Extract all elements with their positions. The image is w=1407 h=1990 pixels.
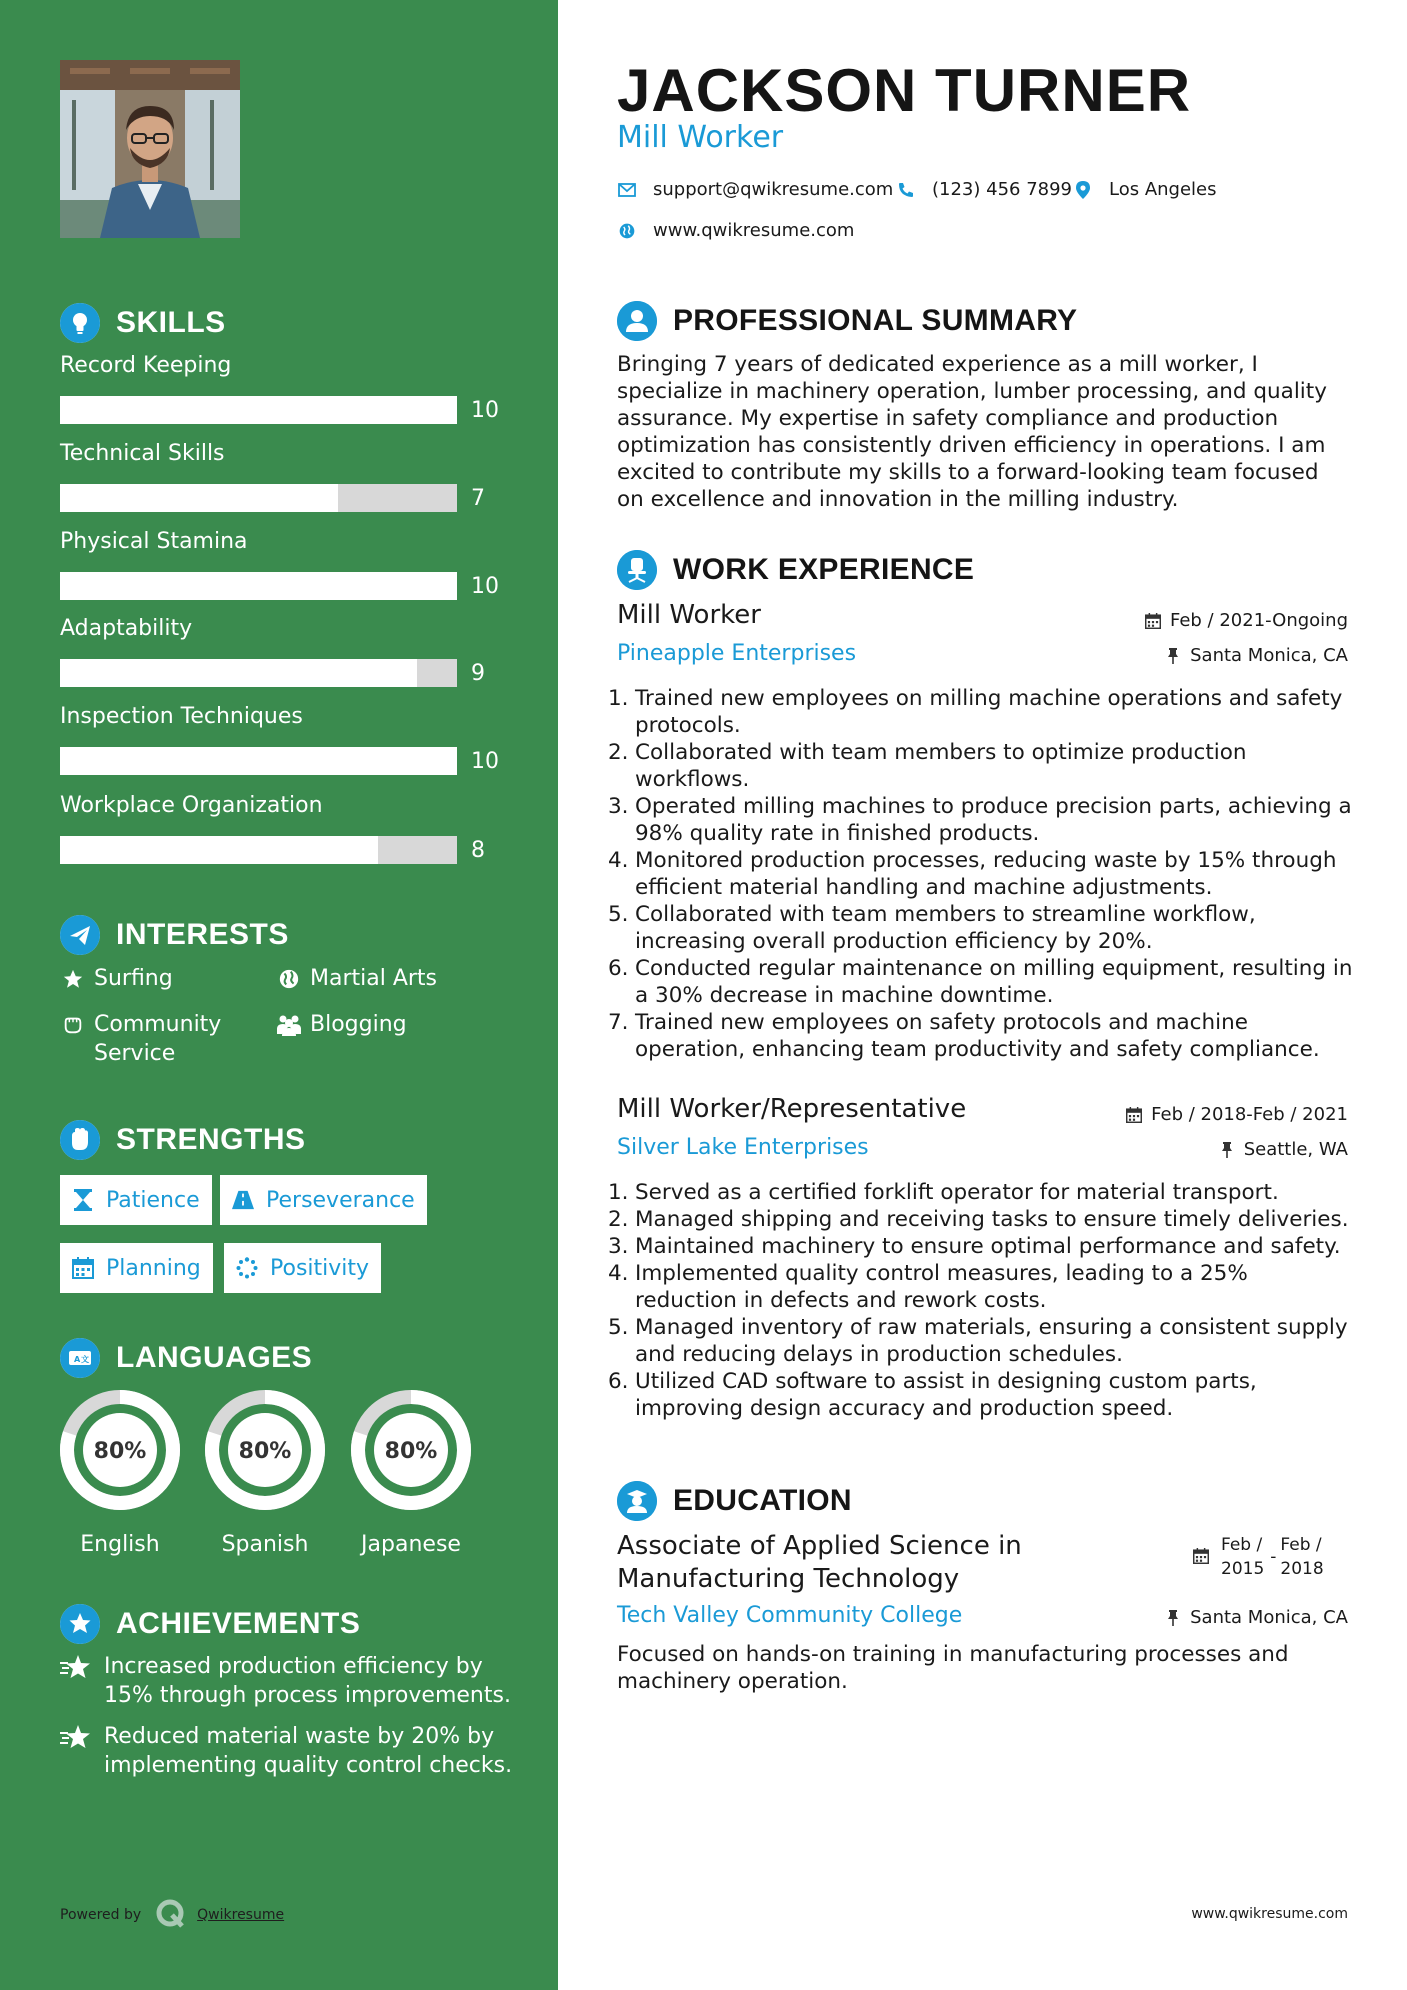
- duty-number: 1.: [608, 686, 629, 711]
- skill-value: 10: [471, 573, 499, 599]
- pushpin-icon: [1164, 647, 1182, 665]
- language-name: Japanese: [361, 1532, 461, 1557]
- duty-number: 2.: [608, 740, 629, 765]
- calendar-icon: [1193, 1533, 1213, 1581]
- job-dates: [1125, 1104, 1348, 1125]
- duty-item: [608, 1233, 1353, 1260]
- office-chair-icon: [617, 550, 657, 590]
- candidate-name: JACKSON TURNER: [617, 57, 1192, 124]
- job-dates-text: Feb / 2021-Ongoing: [1169, 610, 1348, 631]
- education-start-year: 2015: [1221, 1559, 1265, 1579]
- phone-icon: [896, 180, 916, 200]
- duty-item: [608, 847, 1353, 901]
- duty-number: 1.: [608, 1180, 629, 1205]
- education-end-month: Feb /: [1280, 1535, 1322, 1555]
- graduate-icon: [617, 1481, 657, 1521]
- skill-item: [60, 791, 500, 865]
- contact-location: [1073, 179, 1217, 200]
- duty-item: [608, 793, 1353, 847]
- achievement-text: Increased production efficiency by 15% through process improvements.: [104, 1654, 511, 1708]
- skill-item: [60, 527, 500, 601]
- language-item: [58, 1388, 182, 1557]
- language-ring: [58, 1388, 182, 1512]
- skills-title: SKILLS: [116, 306, 226, 339]
- experience-heading: [617, 550, 974, 590]
- duty-item: [608, 1260, 1353, 1314]
- interests-heading: [60, 915, 289, 955]
- duty-number: 3.: [608, 794, 629, 819]
- achievements-title: ACHIEVEMENTS: [116, 1607, 361, 1640]
- duty-text: Monitored production processes, reducing waste by 15% through efficient material handling and machine adjustments.: [635, 848, 1337, 900]
- skill-item: [60, 614, 500, 688]
- candidate-role: Mill Worker: [617, 120, 784, 155]
- calendar-icon: [1144, 612, 1162, 630]
- duty-item: [608, 685, 1353, 739]
- people-icon: [276, 1010, 302, 1039]
- qwikresume-link[interactable]: Qwikresume: [197, 1907, 285, 1923]
- duty-text: Managed shipping and receiving tasks to ensure timely deliveries.: [635, 1207, 1349, 1232]
- experience-title: WORK EXPERIENCE: [673, 553, 975, 586]
- award-icon: [60, 1604, 100, 1644]
- duty-item: [608, 1206, 1353, 1233]
- profile-photo: [60, 60, 240, 238]
- job-duties-list: [608, 685, 1353, 1063]
- skill-row: [60, 571, 500, 601]
- language-percent: 80%: [384, 1439, 438, 1464]
- sidebar: [0, 0, 558, 1990]
- interest-label: Surfing: [94, 966, 173, 991]
- duty-number: 6.: [608, 956, 629, 981]
- job-dates-text: Feb / 2018-Feb / 2021: [1151, 1104, 1348, 1125]
- strength-label: Planning: [106, 1255, 201, 1281]
- qwikresume-logo-icon: [155, 1898, 185, 1932]
- envelope-icon: [617, 180, 637, 200]
- language-ring: [349, 1388, 473, 1512]
- road-icon: [232, 1189, 254, 1211]
- calendar-icon: [1125, 1106, 1143, 1124]
- duty-number: 5.: [608, 1315, 629, 1340]
- duty-text: Collaborated with team members to optimize production workflows.: [635, 740, 1247, 792]
- education-location: [1164, 1607, 1348, 1628]
- skill-row: [60, 395, 500, 425]
- achievement-item: [60, 1722, 520, 1780]
- interest-label: Blogging: [310, 1012, 407, 1037]
- languages-heading: [60, 1338, 312, 1378]
- skill-item: [60, 439, 500, 513]
- job-title: Mill Worker/Representative: [617, 1094, 967, 1124]
- job-location: [1164, 645, 1348, 666]
- duty-text: Managed inventory of raw materials, ensuring a consistent supply and reducing delays in production schedules.: [635, 1315, 1348, 1367]
- education-end: [1280, 1533, 1323, 1581]
- skill-bar-track: [60, 396, 457, 424]
- skill-bar-track: [60, 572, 457, 600]
- duty-number: 6.: [608, 1369, 629, 1394]
- job-duties-list: [608, 1179, 1353, 1422]
- education-title: EDUCATION: [673, 1484, 852, 1517]
- interest-item: [276, 964, 437, 993]
- spinner-icon: [236, 1257, 258, 1279]
- lightbulb-icon: [60, 303, 100, 343]
- skill-bar-track: [60, 659, 457, 687]
- hourglass-icon: [72, 1189, 94, 1211]
- duty-text: Trained new employees on safety protocols and machine operation, enhancing team productivity and safety compliance.: [635, 1010, 1320, 1062]
- education-heading: [617, 1481, 852, 1521]
- globe-icon: [276, 964, 302, 993]
- job-location-text: Santa Monica, CA: [1190, 645, 1348, 666]
- skill-row: [60, 658, 500, 688]
- strength-tag: [220, 1175, 427, 1225]
- award-star-icon: [60, 1722, 94, 1780]
- paper-plane-icon: [60, 915, 100, 955]
- skill-row: [60, 746, 500, 776]
- duty-item: [608, 1009, 1353, 1063]
- strengths-title: STRENGTHS: [116, 1123, 306, 1156]
- powered-label: Powered by: [60, 1907, 142, 1923]
- duty-item: [608, 901, 1353, 955]
- contact-phone: [896, 179, 1072, 200]
- skill-row: [60, 835, 500, 865]
- phone-text[interactable]: (123) 456 7899: [932, 179, 1073, 200]
- award-star-icon: [60, 1652, 94, 1710]
- language-name: Spanish: [221, 1532, 309, 1557]
- education-school: Tech Valley Community College: [617, 1603, 963, 1628]
- language-item: [349, 1388, 473, 1557]
- strength-tag: [224, 1243, 381, 1293]
- language-percent: 80%: [238, 1439, 292, 1464]
- skill-label: Workplace Organization: [60, 793, 323, 818]
- contact-email: [617, 179, 893, 200]
- skill-value: 8: [471, 837, 485, 863]
- star-icon: [60, 964, 86, 993]
- interests-title: INTERESTS: [116, 918, 289, 951]
- duty-item: [608, 1314, 1353, 1368]
- skill-item: [60, 351, 500, 425]
- education-degree: Associate of Applied Science in Manufacturing Technology: [617, 1531, 1022, 1594]
- languages-title: LANGUAGES: [116, 1341, 313, 1374]
- education-location-text: Santa Monica, CA: [1190, 1607, 1348, 1628]
- achievement-item: [60, 1652, 520, 1710]
- duty-item: [608, 739, 1353, 793]
- duty-text: Conducted regular maintenance on milling equipment, resulting in a 30% decrease in machine downtime.: [635, 956, 1353, 1008]
- language-ring: [203, 1388, 327, 1512]
- skill-bar-fill: [60, 747, 457, 775]
- summary-heading: [617, 301, 1077, 341]
- globe-icon: [617, 221, 637, 241]
- duty-text: Trained new employees on milling machine operations and safety protocols.: [635, 686, 1343, 738]
- duty-number: 4.: [608, 848, 629, 873]
- skill-value: 10: [471, 748, 499, 774]
- hand-icon: [60, 1010, 86, 1039]
- duty-text: Maintained machinery to ensure optimal performance and safety.: [635, 1234, 1341, 1259]
- duty-number: 7.: [608, 1010, 629, 1035]
- skill-label: Inspection Techniques: [60, 704, 303, 729]
- education-start-month: Feb /: [1221, 1535, 1263, 1555]
- language-name: English: [80, 1532, 160, 1557]
- duty-text: Served as a certified forklift operator for material transport.: [635, 1180, 1279, 1205]
- duty-text: Utilized CAD software to assist in designing custom parts, improving design accuracy and production speed.: [635, 1369, 1257, 1421]
- strengths-heading: [60, 1120, 306, 1160]
- skill-bar-track: [60, 747, 457, 775]
- skill-bar-fill: [60, 484, 338, 512]
- job-company: Pineapple Enterprises: [617, 641, 857, 666]
- strength-label: Patience: [106, 1187, 200, 1213]
- strength-tag: [60, 1175, 212, 1225]
- duty-number: 4.: [608, 1261, 629, 1286]
- summary-title: PROFESSIONAL SUMMARY: [673, 304, 1078, 337]
- skill-label: Physical Stamina: [60, 529, 248, 554]
- duty-item: [608, 1179, 1353, 1206]
- duty-item: [608, 1368, 1353, 1422]
- interest-label: Community Service: [94, 1012, 222, 1066]
- interest-item: [276, 1010, 407, 1039]
- pushpin-icon: [1218, 1141, 1236, 1159]
- skill-bar-fill: [60, 396, 457, 424]
- strength-label: Perseverance: [266, 1187, 415, 1213]
- achievements-heading: [60, 1604, 360, 1644]
- skill-row: [60, 483, 500, 513]
- contact-website: [617, 220, 854, 241]
- skill-bar-fill: [60, 572, 457, 600]
- footer-url[interactable]: www.qwikresume.com: [1191, 1906, 1348, 1922]
- interest-item: [60, 1010, 260, 1068]
- skill-bar-track: [60, 836, 457, 864]
- location-text: Los Angeles: [1109, 179, 1217, 200]
- job-title: Mill Worker: [617, 600, 761, 630]
- job-company: Silver Lake Enterprises: [617, 1135, 869, 1160]
- skill-bar-fill: [60, 836, 378, 864]
- skill-label: Adaptability: [60, 616, 193, 641]
- education-dates: [1193, 1533, 1324, 1581]
- education-description: Focused on hands-on training in manufacturing processes and machinery operation.: [617, 1642, 1289, 1694]
- skill-item: [60, 702, 500, 776]
- skills-heading: [60, 303, 226, 343]
- calendar-icon: [72, 1257, 94, 1279]
- summary-text: Bringing 7 years of dedicated experience as a mill worker, I specialize in machinery operation, lumber processing, and quality assurance. My expertise in safety compliance and production optimization has consistently driven efficiency in operations. I am excited to contribute my skills to a forward-looking team focused on excellence and innovation in the milling industry.: [617, 352, 1327, 512]
- powered-by: [60, 1898, 284, 1932]
- language-icon: [60, 1338, 100, 1378]
- website-text[interactable]: www.qwikresume.com: [653, 220, 855, 241]
- map-pin-icon: [1073, 180, 1093, 200]
- job-dates: [1144, 610, 1348, 631]
- achievement-text: Reduced material waste by 20% by implementing quality control checks.: [104, 1724, 513, 1778]
- skill-bar-fill: [60, 659, 417, 687]
- skill-label: Technical Skills: [60, 441, 225, 466]
- job-location: [1218, 1139, 1348, 1160]
- email-text[interactable]: support@qwikresume.com: [653, 179, 894, 200]
- duty-number: 5.: [608, 902, 629, 927]
- skill-value: 10: [471, 397, 499, 423]
- language-item: [203, 1388, 327, 1557]
- job-location-text: Seattle, WA: [1243, 1139, 1348, 1160]
- skill-label: Record Keeping: [60, 353, 232, 378]
- svg-text:文: 文: [81, 1355, 89, 1364]
- skill-bar-track: [60, 484, 457, 512]
- duty-item: [608, 955, 1353, 1009]
- education-end-year: 2018: [1280, 1559, 1324, 1579]
- duty-text: Collaborated with team members to streamline workflow, increasing overall production efficiency by 20%.: [635, 902, 1256, 954]
- education-start: [1221, 1533, 1264, 1581]
- duty-number: 3.: [608, 1234, 629, 1259]
- strength-label: Positivity: [270, 1255, 370, 1281]
- skill-value: 7: [471, 485, 485, 511]
- strength-tag: [60, 1243, 213, 1293]
- pushpin-icon: [1164, 1609, 1182, 1627]
- skill-value: 9: [471, 660, 485, 686]
- interest-label: Martial Arts: [310, 966, 438, 991]
- svg-text:A: A: [74, 1355, 81, 1364]
- interest-item: [60, 964, 173, 993]
- duty-text: Operated milling machines to produce precision parts, achieving a 98% quality rate in finished products.: [635, 794, 1352, 846]
- user-icon: [617, 301, 657, 341]
- duty-number: 2.: [608, 1207, 629, 1232]
- date-separator: -: [1270, 1547, 1277, 1567]
- language-percent: 80%: [93, 1439, 147, 1464]
- fist-icon: [60, 1120, 100, 1160]
- duty-text: Implemented quality control measures, leading to a 25% reduction in defects and rework costs.: [635, 1261, 1248, 1313]
